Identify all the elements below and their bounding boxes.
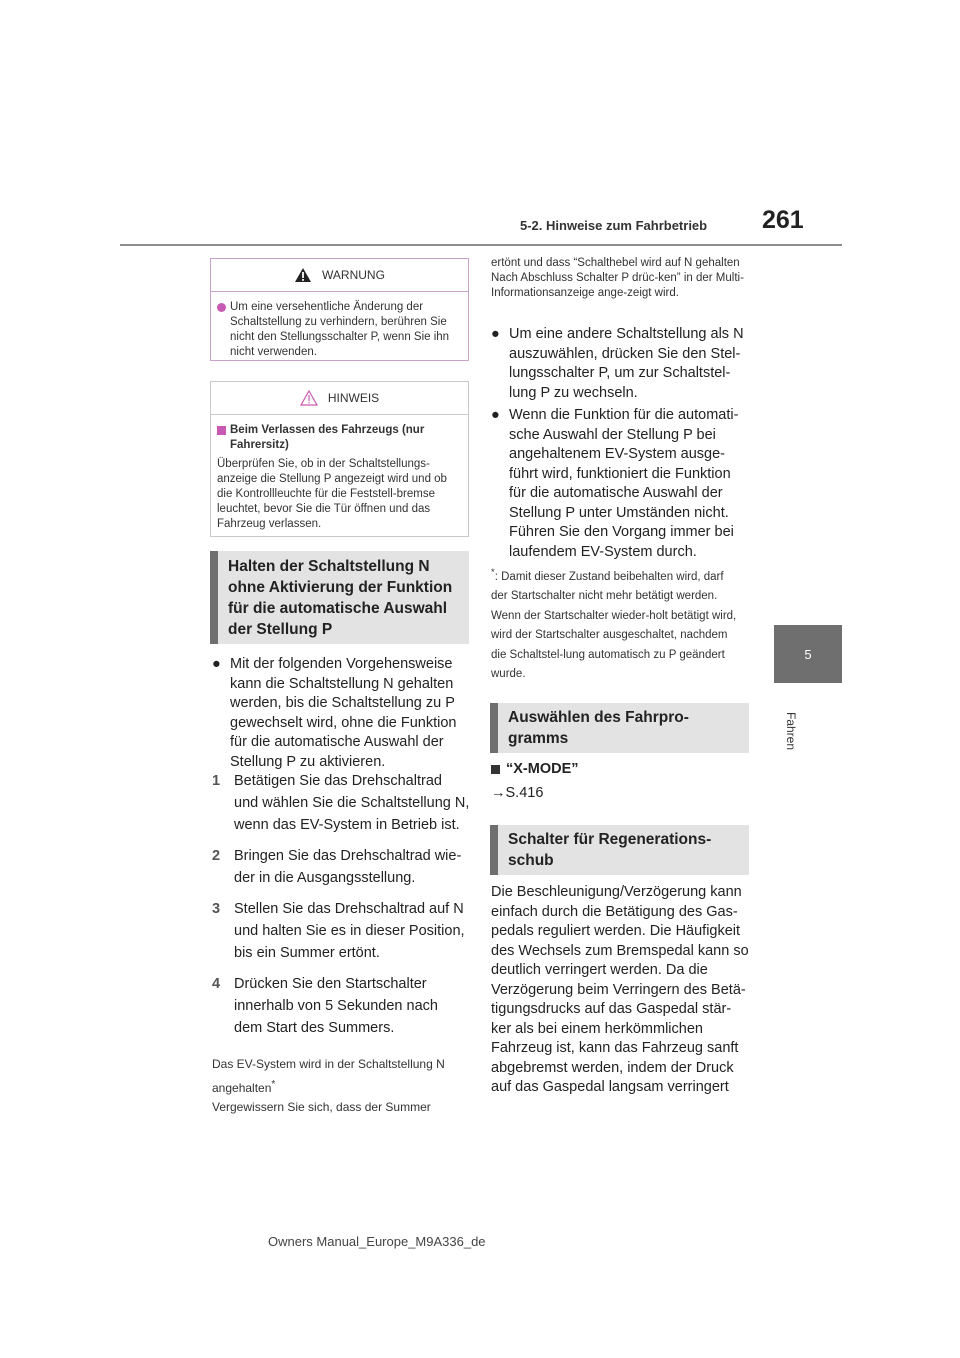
section3-text: Die Beschleunigung/Verzögerung kann einfach durch die Betätigung des Gas-pedals reguliert werden. Die Häufigkeit des Wechsels zum Bremspedal kann so deutlich verringert werden. Da die Verzögerung beim Verringern des Betä-tigungsdrucks auf das Gaspedal stär-ker als bei einem herkömmlichen Fahrzeug ist, kann das Fahrzeug sanft abgebremst werden, indem der Druck auf das Gaspedal langsam verringert bbox=[491, 884, 749, 1095]
bullet-dot-icon: ● bbox=[212, 656, 221, 672]
note-text: Überprüfen Sie, ob in der Schaltstellungs-anzeige die Stellung P angezeigt wird und ob die Kontrollleuchte für die Feststell-bremse leuchtet, bevor Sie die Tür öffnen und das Fahrzeug verlassen. bbox=[217, 458, 447, 530]
footnote-text: : Damit dieser Zustand beibehalten wird, darf der Startschalter nicht mehr betätigt werden. Wenn der Startschalter wieder-holt betätigt wird, wird der Startschalter ausgeschaltet, nachdem die Schaltstel-lung automatisch zu P geändert wurde. bbox=[491, 570, 737, 681]
note-heading: Beim Verlassen des Fahrzeugs (nur Fahrersitz) bbox=[230, 424, 425, 451]
warning-box bbox=[210, 258, 469, 361]
footer: Owners Manual_Europe_M9A336_de bbox=[268, 1234, 486, 1249]
note-title-bar bbox=[211, 382, 468, 415]
warning-icon bbox=[294, 267, 312, 283]
result-line bbox=[212, 1055, 470, 1098]
bullet-text: Um eine andere Schaltstellung als N auszuwählen, drücken Sie den Stel-lungsschalter P, um zur Schaltstel-lung P zu wechseln. bbox=[509, 326, 744, 401]
page-reference-link[interactable]: →S.416 bbox=[491, 785, 544, 801]
step-text: Betätigen Sie das Drehschaltrad und wählen Sie die Schaltstellung N, wenn das EV-System in Betrieb ist. bbox=[234, 773, 470, 833]
bullet-square-icon bbox=[491, 765, 500, 774]
section1-body bbox=[212, 655, 468, 772]
step-number: 3 bbox=[212, 901, 221, 917]
bullet-dot-icon bbox=[217, 303, 226, 312]
step-result bbox=[212, 1055, 470, 1118]
page-number: 261 bbox=[762, 206, 804, 234]
bullet-square-icon bbox=[217, 426, 226, 435]
note-box bbox=[210, 381, 469, 537]
section-heading-regeneration bbox=[490, 825, 749, 875]
bullet-dot-icon: ● bbox=[491, 326, 500, 342]
step-item bbox=[212, 898, 470, 964]
steps-list bbox=[212, 770, 470, 1039]
warning-title: WARNUNG bbox=[322, 268, 385, 282]
result-line-2: Vergewissern Sie sich, dass der Summer bbox=[212, 1100, 431, 1114]
list-item bbox=[491, 325, 751, 403]
warning-text: Um eine versehentliche Änderung der Schaltstellung zu verhindern, berühren Sie nicht den Stellungsschalter P, wenn Sie ihn nicht verwenden. bbox=[230, 301, 450, 358]
note-title: HINWEIS bbox=[327, 391, 380, 405]
step-text: Bringen Sie das Drehschaltrad wie-der in die Ausgangsstellung. bbox=[234, 848, 462, 886]
sub-heading bbox=[491, 760, 579, 780]
step-number: 2 bbox=[212, 848, 221, 864]
step-number: 1 bbox=[212, 773, 221, 789]
header-rule bbox=[120, 244, 842, 246]
chapter-tab[interactable] bbox=[774, 625, 842, 683]
chapter-number: 5 bbox=[804, 646, 812, 662]
warning-title-bar bbox=[211, 259, 468, 292]
step-number: 4 bbox=[212, 976, 221, 992]
list-item bbox=[212, 655, 468, 772]
section-heading-text: Auswählen des Fahrpro-gramms bbox=[508, 709, 689, 747]
result-text: Das EV-System wird in der Schaltstellung N angehalten bbox=[212, 1057, 445, 1095]
sub-heading-text: “X-MODE” bbox=[506, 761, 579, 777]
continued-text: ertönt und dass “Schalthebel wird auf N gehalten Nach Abschluss Schalter P drüc-ken” in der Multi-Informationsanzeige ange-zeigt wird. bbox=[491, 257, 744, 299]
footnote-marker: * bbox=[271, 1078, 276, 1090]
section-heading-text: Schalter für Regenerations-schub bbox=[508, 831, 712, 869]
section-heading-text: Halten der Schaltstellung N ohne Aktivierung der Funktion für die automatische Auswahl der Stellung P bbox=[228, 557, 453, 638]
footnote bbox=[491, 563, 743, 685]
section-header: 5-2. Hinweise zum Fahrbetrieb bbox=[520, 218, 708, 233]
section-heading-drive-mode bbox=[490, 703, 749, 753]
step-item bbox=[212, 973, 470, 1039]
caution-icon bbox=[300, 390, 318, 406]
bullet-text: Mit der folgenden Vorgehensweise kann die Schaltstellung N gehalten werden, bis die Schaltstellung zu P gewechselt wird, ohne die Funktion für die automatische Auswahl der Stellung P zu aktivieren. bbox=[230, 656, 457, 770]
chapter-label: Fahren bbox=[784, 712, 798, 751]
list-item bbox=[491, 406, 751, 562]
step-item bbox=[212, 845, 470, 889]
bullet-dot-icon: ● bbox=[491, 407, 500, 423]
step-item bbox=[212, 770, 470, 836]
step-text: Stellen Sie das Drehschaltrad auf N und halten Sie es in dieser Position, bis ein Summer ertönt. bbox=[234, 901, 465, 961]
step-text: Drücken Sie den Startschalter innerhalb von 5 Sekunden nach dem Start des Summers. bbox=[234, 976, 438, 1036]
footnote-marker: * bbox=[491, 567, 495, 578]
bullet-text: Wenn die Funktion für die automati-sche Auswahl der Stellung P bei angehaltenem EV-System ausge-führt wird, funktioniert die Funktion für die automatische Auswahl der Stellung P unter Umständen nicht. Führen Sie den Vorgang immer bei laufendem EV-System durch. bbox=[509, 407, 739, 560]
section-heading-neutral-hold bbox=[210, 551, 469, 644]
right-bullets bbox=[491, 325, 751, 562]
